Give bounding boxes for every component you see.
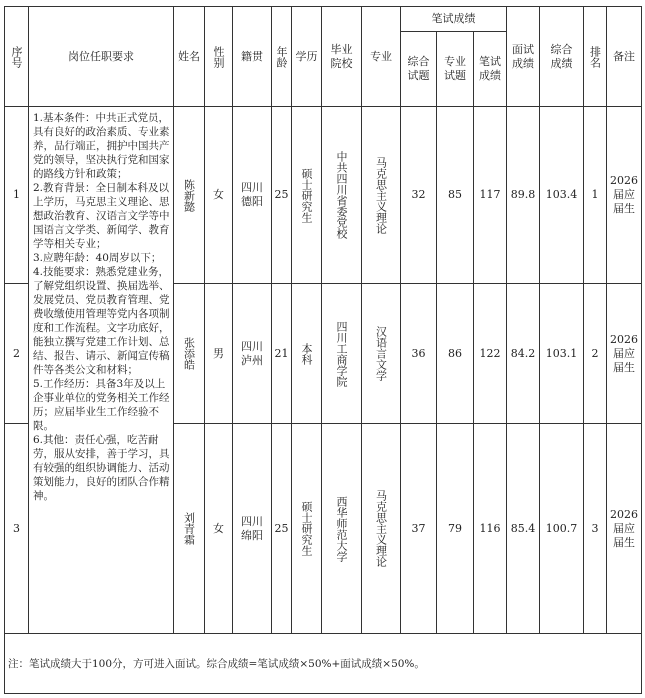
cell-written-general: 32 [401, 107, 437, 284]
cell-name: 刘青霜 [174, 424, 205, 634]
requirements-cell: 1.基本条件：中共正式党员，具有良好的政治素质、专业素养，品行端正，拥护中国共产党的领导，坚决执行党和国家的路线方针和政策； 2.教育背景：全日制本科及以上学历，马克思主义理论、思想政治教育、汉语言文学等中国语言文学类、新闻学、教育学等相关专业； 3.应聘年龄：40周岁以下； 4.技能要求：熟悉党建业务，了解党组织设置、换届选举、发展党员、党员教育管理、党费收缴使用管理等党内各项制度和工作流程。文字功底好，能独立撰写党建工作计划、总结、报告、请示、新闻宣传稿件等各类公文和材料； 5.工作经历：具备3年及以上企事业单位的党务相关工作经历；应届毕业生工作经验不限。 6.其他：责任心强，吃苦耐劳，服从安排，善于学习，具有较强的组织协调能力、活动策划能力，良好的团队合作精神。 [29, 107, 174, 634]
cell-interview: 85.4 [507, 424, 540, 634]
cell-school: 西华师范大学 [322, 424, 362, 634]
cell-written-general: 36 [401, 284, 437, 424]
cell-name: 张添皓 [174, 284, 205, 424]
cell-origin: 四川绵阳 [233, 424, 272, 634]
cell-written-major: 79 [437, 424, 474, 634]
header-origin: 籍贯 [233, 7, 272, 107]
cell-remark: 2026届应届生 [607, 284, 642, 424]
cell-age: 25 [272, 424, 292, 634]
cell-origin: 四川德阳 [233, 107, 272, 284]
header-rank: 排名 [584, 7, 607, 107]
cell-major: 马克思主义理论 [362, 424, 401, 634]
header-requirements: 岗位任职要求 [29, 7, 174, 107]
cell-written-total: 117 [474, 107, 507, 284]
header-composite: 综合成绩 [540, 7, 584, 107]
cell-remark: 2026届应届生 [607, 107, 642, 284]
cell-written-major: 85 [437, 107, 474, 284]
cell-major: 汉语言文学 [362, 284, 401, 424]
cell-school: 中共四川省委党校 [322, 107, 362, 284]
cell-written-general: 37 [401, 424, 437, 634]
cell-major: 马克思主义理论 [362, 107, 401, 284]
cell-gender: 女 [205, 107, 233, 284]
cell-written-total: 116 [474, 424, 507, 634]
cell-degree: 硕士研究生 [292, 424, 322, 634]
header-interview: 面试成绩 [507, 7, 540, 107]
cell-degree: 硕士研究生 [292, 107, 322, 284]
table-row [5, 107, 642, 284]
header-row-1 [5, 7, 642, 32]
header-written-general: 综合试题 [401, 32, 437, 107]
cell-seq: 2 [5, 284, 29, 424]
cell-remark: 2026届应届生 [607, 424, 642, 634]
header-age: 年龄 [272, 7, 292, 107]
cell-seq: 1 [5, 107, 29, 284]
cell-composite: 103.1 [540, 284, 584, 424]
cell-rank: 1 [584, 107, 607, 284]
cell-degree: 本科 [292, 284, 322, 424]
header-remark: 备注 [607, 7, 642, 107]
cell-seq: 3 [5, 424, 29, 634]
header-written-group: 笔试成绩 [401, 7, 507, 32]
header-gender: 性别 [205, 7, 233, 107]
cell-written-major: 86 [437, 284, 474, 424]
cell-age: 25 [272, 107, 292, 284]
cell-written-total: 122 [474, 284, 507, 424]
note-row [5, 634, 642, 694]
candidate-table [4, 6, 642, 694]
header-name: 姓名 [174, 7, 205, 107]
header-degree: 学历 [292, 7, 322, 107]
header-seq: 序号 [5, 7, 29, 107]
footnote: 注：笔试成绩大于100分，方可进入面试。综合成绩=笔试成绩×50%+面试成绩×50%。 [5, 634, 642, 694]
cell-name: 陈新懿 [174, 107, 205, 284]
cell-interview: 84.2 [507, 284, 540, 424]
cell-origin: 四川泸州 [233, 284, 272, 424]
header-written-total: 笔试成绩 [474, 32, 507, 107]
cell-interview: 89.8 [507, 107, 540, 284]
cell-gender: 男 [205, 284, 233, 424]
cell-school: 四川工商学院 [322, 284, 362, 424]
header-written-major: 专业试题 [437, 32, 474, 107]
header-school: 毕业院校 [322, 7, 362, 107]
cell-rank: 2 [584, 284, 607, 424]
cell-age: 21 [272, 284, 292, 424]
cell-rank: 3 [584, 424, 607, 634]
header-major: 专业 [362, 7, 401, 107]
cell-composite: 100.7 [540, 424, 584, 634]
cell-gender: 女 [205, 424, 233, 634]
cell-composite: 103.4 [540, 107, 584, 284]
